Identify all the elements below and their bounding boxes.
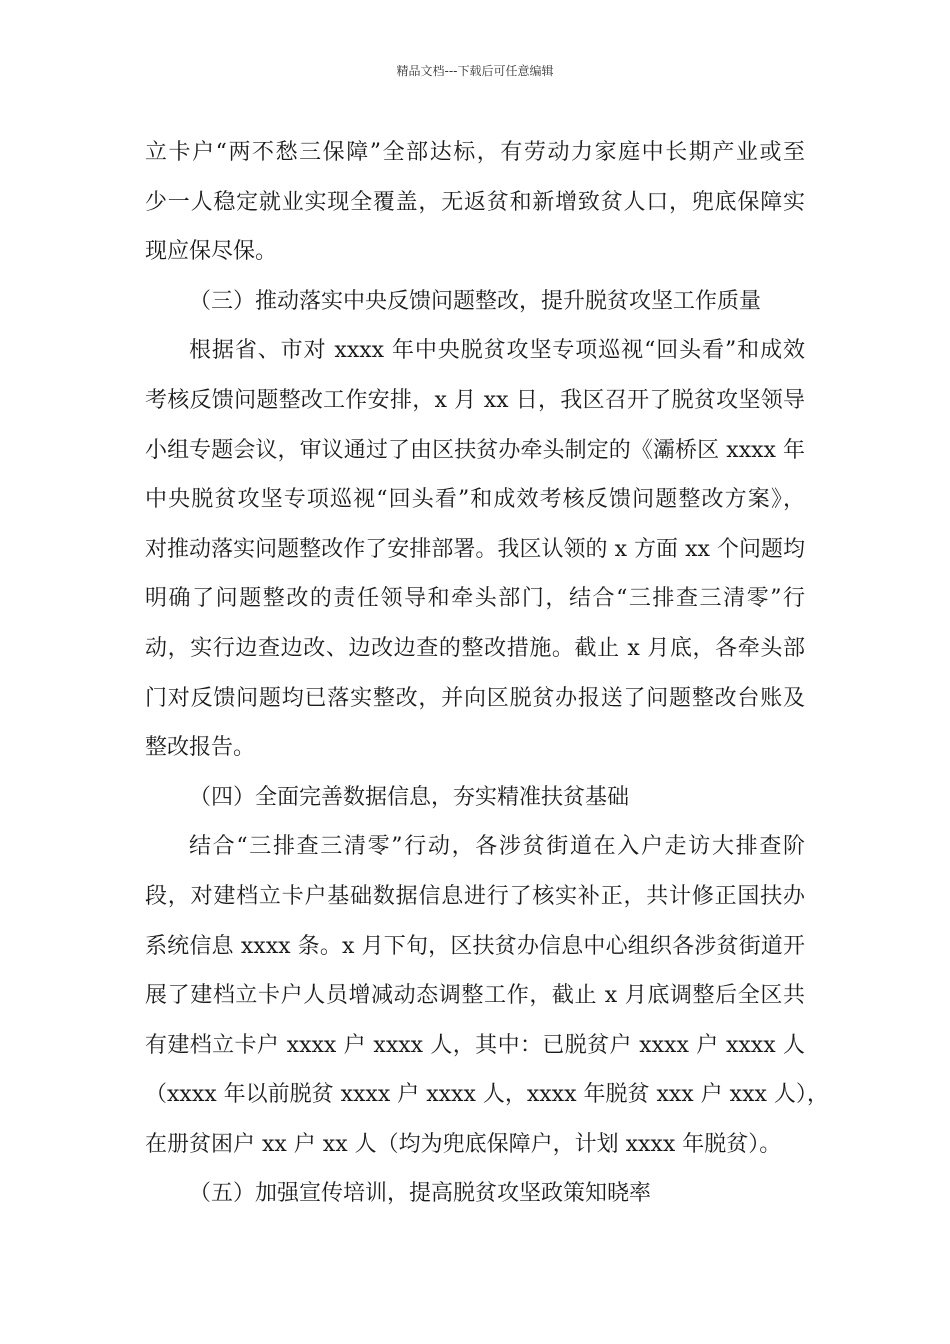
text-line: 有建档立卡户 xxxx 户 xxxx 人，其中：已脱贫户 xxxx 户 xxxx 人	[145, 1032, 805, 1058]
text-line: 门对反馈问题均已落实整改，并向区脱贫办报送了问题整改台账及	[145, 685, 805, 711]
text-line: 段，对建档立卡户基础数据信息进行了核实补正，共计修正国扶办	[145, 883, 805, 909]
text-line: 中央脱贫攻坚专项巡视“回头看”和成效考核反馈问题整改方案》，	[145, 487, 805, 513]
section-heading-4: （四）全面完善数据信息，夯实精准扶贫基础	[189, 784, 630, 810]
text-line: 考核反馈问题整改工作安排，x 月 xx 日，我区召开了脱贫攻坚领导	[145, 387, 805, 413]
text-line: 整改报告。	[145, 735, 256, 761]
paragraph-first-line: 根据省、市对 xxxx 年中央脱贫攻坚专项巡视“回头看”和成效	[189, 338, 805, 364]
text-line: 对推动落实问题整改作了安排部署。我区认领的 x 方面 xx 个问题均	[145, 536, 805, 562]
text-line: 系统信息 xxxx 条。x 月下旬，区扶贫办信息中心组织各涉贫街道开	[145, 933, 805, 959]
page-header: 精品文档---下载后可任意编辑	[396, 64, 554, 78]
document-body	[145, 128, 829, 1219]
paragraph-first-line: 结合“三排查三清零”行动，各涉贫街道在入户走访大排查阶	[189, 834, 805, 860]
text-line: 动，实行边查边改、边改边查的整改措施。截止 x 月底，各牵头部	[145, 635, 805, 661]
text-line: 少一人稳定就业实现全覆盖，无返贫和新增致贫人口，兜底保障实	[145, 189, 805, 215]
text-line: 在册贫困户 xx 户 xx 人（均为兜底保障户，计划 xxxx 年脱贫）。	[145, 1131, 782, 1157]
text-line: 明确了问题整改的责任领导和牵头部门，结合“三排查三清零”行	[145, 586, 805, 612]
text-line: （xxxx 年以前脱贫 xxxx 户 xxxx 人，xxxx 年脱贫 xxx 户 xxx 人），	[145, 1082, 829, 1108]
section-heading-5: （五）加强宣传培训，提高脱贫攻坚政策知晓率	[189, 1181, 652, 1207]
text-line: 小组专题会议，审议通过了由区扶贫办牵头制定的《灞桥区 xxxx 年	[145, 437, 805, 463]
text-line: 立卡户“两不愁三保障”全部达标，有劳动力家庭中长期产业或至	[145, 140, 805, 165]
section-heading-3: （三）推动落实中央反馈问题整改，提升脱贫攻坚工作质量	[189, 288, 762, 314]
text-line: 现应保尽保。	[145, 239, 278, 265]
text-line: 展了建档立卡户人员增减动态调整工作，截止 x 月底调整后全区共	[145, 983, 805, 1009]
